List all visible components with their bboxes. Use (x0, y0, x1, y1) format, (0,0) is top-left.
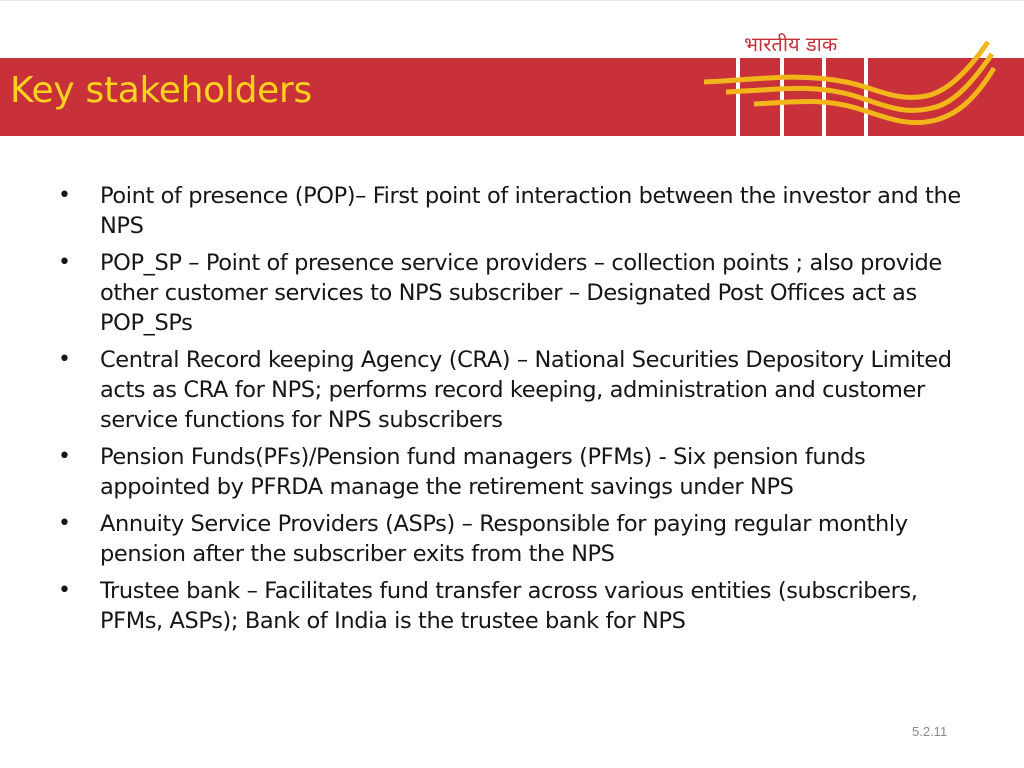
bullet-text: Annuity Service Providers (ASPs) – Responsible for paying regular monthly pension after the subscriber exits from the NPS (100, 511, 908, 567)
bullet-dot-icon: • (58, 347, 71, 372)
bullet-dot-icon: • (58, 578, 71, 603)
bullet-item (58, 248, 968, 338)
bullet-text: Point of presence (POP)– First point of interaction between the investor and the NPS (100, 183, 961, 239)
top-divider (0, 0, 1024, 1)
logo-text: भारतीय डाक (744, 32, 838, 56)
india-post-logo-icon (696, 24, 996, 136)
bullet-item (58, 509, 968, 569)
footer-date: 5.2.11 (912, 724, 948, 739)
bullet-item (58, 442, 968, 502)
bullet-dot-icon: • (58, 511, 71, 536)
bullet-dot-icon: • (58, 183, 71, 208)
bullet-text: POP_SP – Point of presence service providers – collection points ; also provide other customer services to NPS subscriber – Designated Post Offices act as POP_SPs (100, 250, 942, 336)
bullet-text: Central Record keeping Agency (CRA) – National Securities Depository Limited acts as CRA for NPS; performs record keeping, administration and customer service functions for NPS subscribers (100, 347, 952, 433)
bullet-dot-icon: • (58, 250, 71, 275)
bullet-list (58, 181, 968, 643)
bullet-item (58, 181, 968, 241)
bullet-text: Trustee bank – Facilitates fund transfer across various entities (subscribers, PFMs, ASPs); Bank of India is the trustee bank for NPS (100, 578, 918, 634)
bullet-dot-icon: • (58, 444, 71, 469)
bullet-item (58, 345, 968, 435)
bullet-text: Pension Funds(PFs)/Pension fund managers (PFMs) - Six pension funds appointed by PFRDA manage the retirement savings under NPS (100, 444, 866, 500)
bullet-item (58, 576, 968, 636)
slide-title: Key stakeholders (10, 70, 312, 111)
